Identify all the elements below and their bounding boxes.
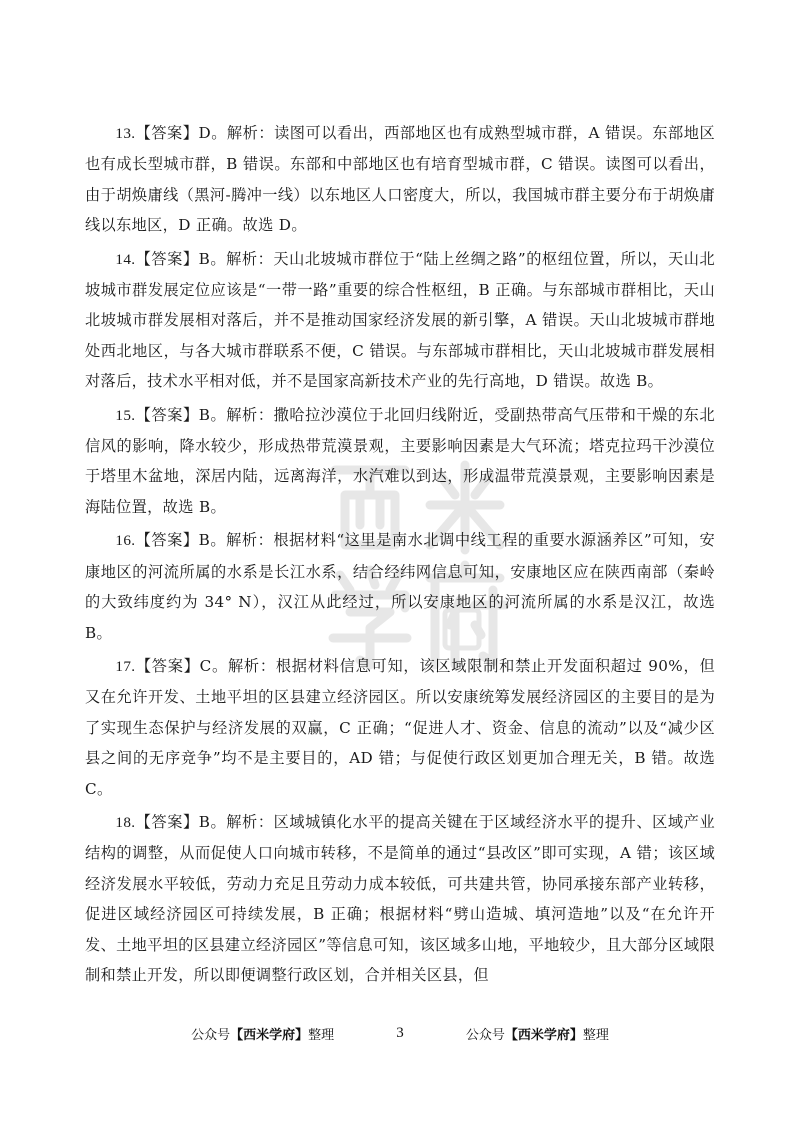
footer-right-credit: 公众号【西米学府】整理 — [465, 1028, 609, 1043]
answer-text: 【答案】C。解析：根据材料信息可知，该区域限制和禁止开发面积超过 90%，但又在允许开发、土地平坦的区县建立经济园区。所以安康统筹发展经济园区的主要目的是为了实现生态保护与经济发展的双赢，C 正确；“促进人才、资金、信息的流动”以及“减少区县之间的无序竞争”均不是主要目的，AD 错；与促使行政区划更加合理无关，B 错。故选 C。 — [85, 656, 715, 798]
answer-14 — [85, 244, 715, 397]
question-number: 13. — [115, 125, 136, 142]
question-number: 14. — [115, 250, 136, 268]
page-footer — [0, 1024, 800, 1043]
answer-text: 【答案】D。解析：读图可以看出，西部地区也有成熟型城市群，A 错误。东部地区也有成长型城市群，B 错误。东部和中部地区也有培育型城市群，C 错误。读图可以看出，由于胡焕庸线（黑河-腾冲一线）以东地区人口密度大，所以，我国城市群主要分布于胡焕庸线以东地区，D 正确。故选 D。 — [85, 124, 715, 235]
answer-text: 【答案】B。解析：根据材料“这里是南水北调中线工程的重要水源涵养区”可知，安康地区的河流所属的水系是长江水系，结合经纬网信息可知，安康地区应在陕西南部（秦岭的大致纬度约为 34° N），汉江从此经过，所以安康地区的河流所属的水系是汉江，故选 B。 — [85, 531, 715, 642]
answer-15 — [85, 400, 715, 523]
answer-text: 【答案】B。解析：区域城镇化水平的提高关键在于区域经济水平的提升、区域产业结构的调整，从而促使人口向城市转移，不是简单的通过“县改区”即可实现，A 错；该区域经济发展水平较低，劳动力充足且劳动力成本较低，可共建共管，协同承接东部产业转移，促进区域经济园区可持续发展，B 正确；根据材料“劈山造城、填河造地”以及“在允许开发、土地平坦的区县建立经济园区”等信息可知，该区域多山地，平地较少，且大部分区域限制和禁止开发，所以即便调整行政区划，合并相关区县，但 — [85, 812, 715, 984]
answer-explanations — [85, 118, 715, 993]
page-number: 3 — [396, 1025, 404, 1041]
answer-text: 【答案】B。解析：撒哈拉沙漠位于北回归线附近，受副热带高气压带和干燥的东北信风的影响，降水较少，形成热带荒漠景观，主要影响因素是大气环流；塔克拉玛干沙漠位于塔里木盆地，深居内陆，远离海洋，水汽难以到达，形成温带荒漠景观，主要影响因素是海陆位置，故选 B。 — [85, 405, 715, 516]
answer-16 — [85, 525, 715, 648]
answer-18 — [85, 807, 715, 990]
question-number: 16. — [115, 532, 136, 550]
question-number: 17. — [115, 657, 136, 675]
answer-17 — [85, 651, 715, 804]
question-number: 15. — [115, 406, 136, 424]
answer-13 — [85, 118, 715, 241]
answer-text: 【答案】B。解析：天山北坡城市群位于“陆上丝绸之路”的枢纽位置，所以，天山北坡城市群发展定位应该是“一带一路”重要的综合性枢纽，B 正确。与东部城市群相比，天山北坡城市群发展相对落后，并不是推动国家经济发展的新引擎，A 错误。天山北坡城市群地处西北地区，与各大城市群联系不便，C 错误。与东部城市群相比，天山北坡城市群发展相对落后，技术水平相对低，并不是国家高新技术产业的先行高地，D 错误。故选 B。 — [85, 249, 715, 391]
footer-left-credit: 公众号【西米学府】整理 — [191, 1028, 335, 1043]
question-number: 18. — [115, 813, 136, 831]
